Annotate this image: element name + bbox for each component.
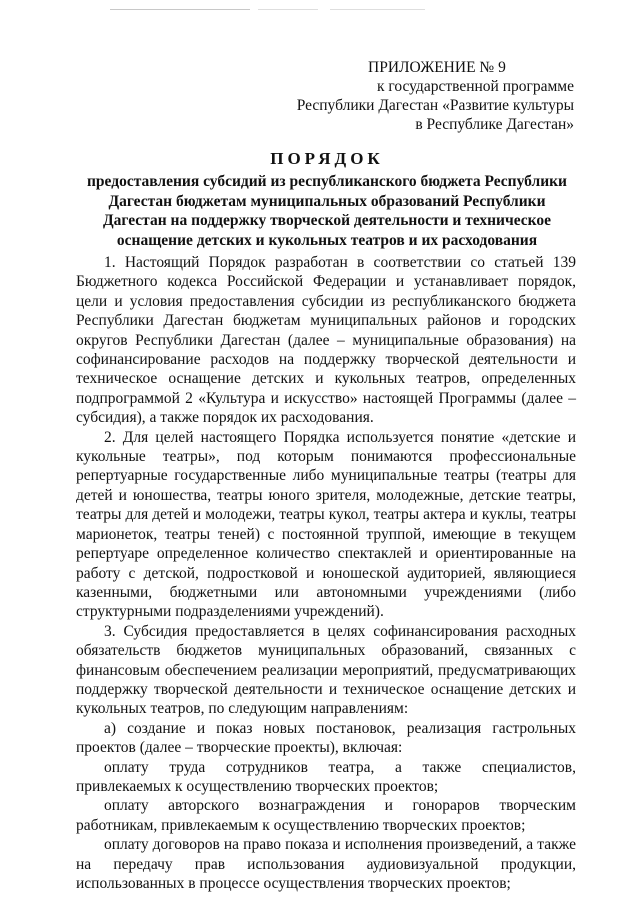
body-line: кукольных театров, по следующим направлениям: (76, 700, 409, 718)
body-line: техническое оснащение детских и кукольных театров, определенных (76, 370, 576, 388)
scan-artifact (330, 9, 425, 10)
body-line: оплату договоров на право показа и исполнения произведений, а также (104, 836, 576, 854)
body-line: оплату авторского вознаграждения и гонораров творческим (104, 797, 576, 815)
body-line: подпрограммой 2 «Культура и искусство» настоящей Программы (далее – (76, 389, 576, 407)
body-line: на передачу прав использования аудиовизуальной продукции, (76, 855, 576, 873)
appendix-line: в Республике Дагестан» (415, 116, 574, 133)
body-line: театры для детей и молодежи, театры кукол, театры актера и куклы, театры (76, 506, 576, 524)
body-line: привлекаемых к осуществлению творческих проектов; (76, 777, 439, 795)
body-line: 2. Для целей настоящего Порядка используется понятие «детские и (104, 428, 576, 446)
body-line: репертуаре определенное количество спектаклей и ориентированные на (76, 545, 576, 563)
subtitle-line: предоставления субсидий из республиканского бюджета Республики (87, 173, 567, 190)
appendix-line: Республики Дагестан «Развитие культуры (296, 97, 574, 114)
body-line: репертуарные государственные либо муниципальные театры (театры для (76, 467, 576, 485)
appendix-line: ПРИЛОЖЕНИЕ № 9 (368, 59, 506, 76)
body-line: обязательств бюджетов муниципальных образований, связанных с (76, 642, 576, 660)
scan-artifact (258, 9, 318, 10)
subtitle-line: Дагестан на поддержку творческой деятельности и техническое (102, 212, 552, 229)
body-line: работникам, привлекаемым к осуществлению творческих проектов; (76, 816, 526, 834)
body-line: софинансирование расходов на поддержку творческой деятельности и (76, 351, 576, 369)
body-line: финансовым обеспечением реализации мероприятий, предусматривающих (76, 661, 576, 679)
body-line: а) создание и показ новых постановок, реализация гастрольных (104, 719, 576, 737)
body-line: работу с детской, подростковой и юношеской аудиторией, являющиеся (76, 564, 576, 582)
body-line: детей и юношества, театры юного зрителя, молодежные, детские театры, (76, 486, 576, 504)
body-line: субсидия), а также порядок их расходования. (76, 409, 374, 427)
body-line: проектов (далее – творческие проекты), включая: (76, 739, 403, 757)
document-title: ПОРЯДОК (270, 149, 384, 168)
body-line: структурными подразделениями учреждений). (76, 603, 384, 621)
body-line: кукольные театры», под которым понимаются профессиональные (76, 448, 576, 466)
subtitle-line: оснащение детских и кукольных театров и их расходования (116, 231, 538, 249)
body-line: цели и условия предоставления субсидии из республиканского бюджета (76, 292, 576, 310)
body-line: использованных в процессе осуществления творческих проектов; (76, 875, 511, 892)
body-line: округов Республики Дагестан (далее – муниципальные образования) на (76, 331, 576, 349)
body-line: Республики Дагестан бюджетам муниципальных районов и городских (76, 312, 576, 330)
body-line: казенными, бюджетными или автономными учреждениями (либо (76, 583, 576, 601)
body-line: поддержку творческой деятельности и техническое оснащение детских и (76, 680, 576, 698)
document-subtitle (60, 172, 594, 250)
appendix-header (290, 58, 574, 134)
body-line: Бюджетного кодекса Российской Федерации и устанавливает порядок, (76, 273, 576, 291)
subtitle-line: Дагестан бюджетам муниципальных образований Республики (108, 192, 546, 210)
appendix-line: к государственной программе (376, 78, 574, 95)
scan-artifact (110, 9, 250, 10)
document-body (76, 253, 576, 893)
body-line: 3. Субсидия предоставляется в целях софинансирования расходных (104, 622, 576, 640)
body-line: оплату труда сотрудников театра, а также специалистов, (104, 758, 576, 776)
body-line: марионеток, театры теней) с постоянной труппой, имеющие в текущем (76, 525, 576, 543)
body-line: 1. Настоящий Порядок разработан в соответствии со статьей 139 (104, 254, 576, 271)
